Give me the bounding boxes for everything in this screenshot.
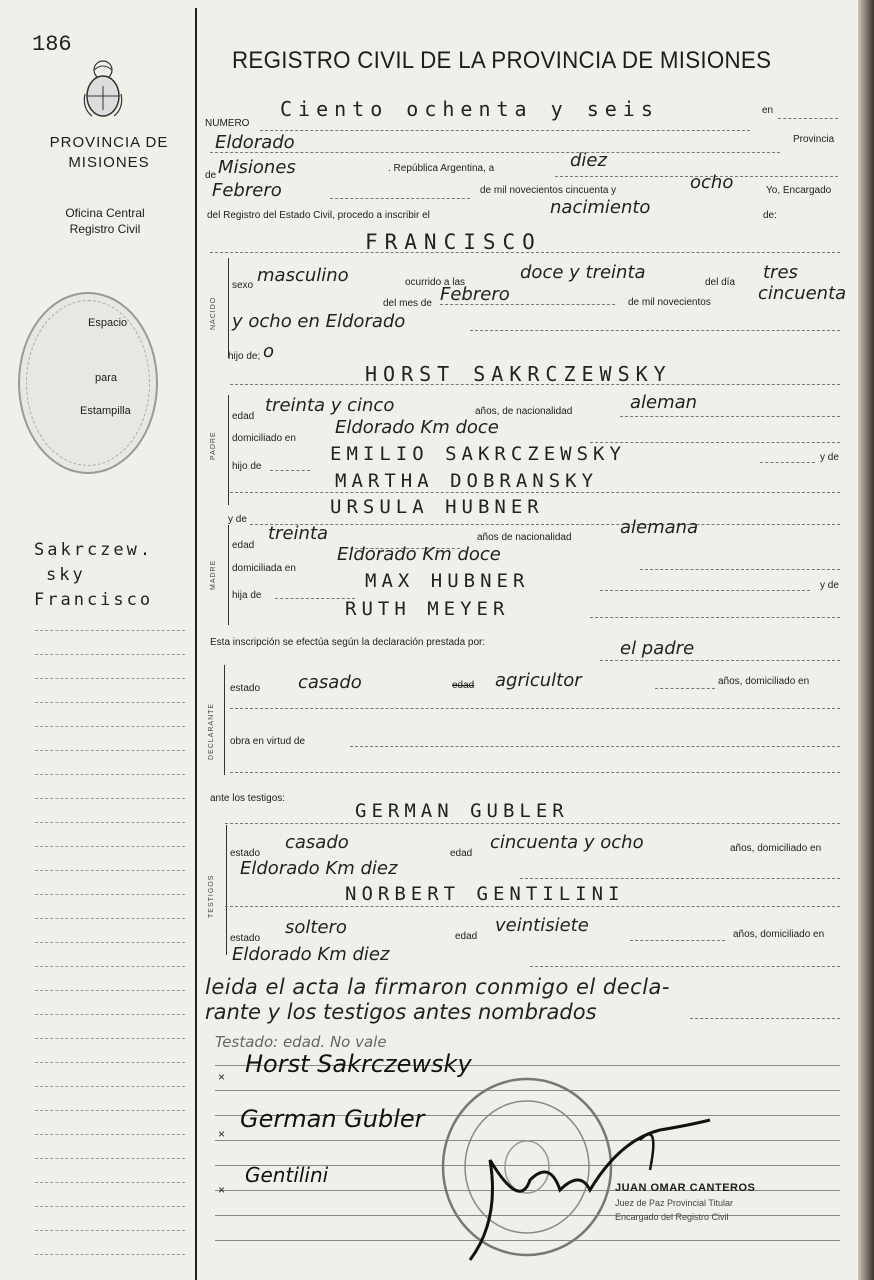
stamp-label-2: para (95, 372, 118, 384)
label-del-dia: del día (705, 277, 736, 288)
closing-line1: leida el acta la firmaron conmigo el decla- (205, 975, 670, 999)
margin-rule-line (35, 1110, 185, 1111)
field-padre-padre: EMILIO SAKRCZEWSKY (330, 443, 626, 465)
label-edad-m: edad (232, 540, 255, 551)
field-lugar-nac: y ocho en Eldorado (232, 311, 406, 332)
page-number: 186 (32, 32, 72, 57)
margin-rule-line (35, 798, 185, 799)
section-testigos: TESTIGOS (208, 874, 215, 918)
margin-rule-line (35, 1182, 185, 1183)
province-title-line1: PROVINCIA DE (49, 134, 169, 151)
field-anio: ocho (690, 172, 734, 193)
margin-note-line3: Francisco (34, 590, 154, 610)
official-title1: Juez de Paz Provincial Titular (615, 1198, 734, 1208)
label-ocurrido: ocurrido a las (405, 277, 466, 288)
label-de-mil2: de mil novecientos (628, 297, 711, 308)
label-hijo-de: hijo de; (228, 351, 261, 362)
field-numero: Ciento ochenta y seis (280, 97, 659, 121)
margin-rule-line (35, 1254, 185, 1255)
field-padre-dom: Eldorado Km doce (335, 417, 499, 438)
field-madre-edad: treinta (268, 523, 329, 544)
field-madre-nac: alemana (620, 517, 699, 538)
field-nombre: FRANCISCO (365, 230, 542, 254)
field-dia: diez (570, 150, 607, 171)
label-estado-t2: estado (230, 933, 261, 944)
signature-1: Horst Sakrczewsky (245, 1050, 472, 1078)
sign-mark-2: × (218, 1127, 226, 1141)
field-t2-edad: veintisiete (495, 915, 589, 936)
label-y-de2: y de (228, 514, 247, 525)
field-t1-estado: casado (285, 832, 349, 853)
stamp-label-1: Espacio (88, 317, 128, 329)
field-sexo: masculino (257, 265, 349, 286)
margin-rule-line (35, 1134, 185, 1135)
label-del-mes: del mes de (383, 298, 432, 309)
margin-divider (195, 8, 197, 1280)
label-republica: . República Argentina, a (388, 163, 495, 174)
label-hijo-de2: hijo de (232, 461, 262, 472)
label-estado-t1: estado (230, 848, 261, 859)
closing-line2: rante y los testigos antes nombrados (205, 1000, 597, 1024)
office-line2: Registro Civil (69, 222, 141, 236)
page-edge (858, 0, 874, 1280)
margin-rule-line (35, 654, 185, 655)
signature-2: German Gubler (240, 1105, 425, 1133)
margin-rule-line (35, 678, 185, 679)
label-edad: edad (232, 411, 255, 422)
section-padre: PADRE (210, 431, 217, 460)
field-hora: doce y treinta (520, 262, 646, 283)
field-decl-estado: casado (298, 672, 362, 693)
margin-rule-line (35, 1230, 185, 1231)
field-padre: HORST SAKRCZEWSKY (365, 362, 672, 386)
field-testigo2: NORBERT GENTILINI (345, 883, 625, 905)
label-edad-t2: edad (455, 931, 478, 942)
margin-rule-line (35, 918, 185, 919)
margin-rule-line (35, 726, 185, 727)
field-decl-agricultor: agricultor (495, 670, 582, 691)
margin-rule-line (35, 1038, 185, 1039)
field-madre-madre: RUTH MEYER (345, 598, 510, 620)
testado-note: Testado: edad. No vale (215, 1033, 387, 1051)
sign-mark-3: × (218, 1183, 226, 1197)
field-lugar: Eldorado (215, 132, 295, 153)
margin-rule-line (35, 822, 185, 823)
field-madre-padre: MAX HUBNER (365, 570, 530, 592)
margin-rule-line (35, 870, 185, 871)
stamp-label-3: Estampilla (80, 405, 131, 417)
label-domiciliada: domiciliada en (232, 563, 296, 574)
province-title-line2: MISIONES (68, 154, 150, 171)
margin-rule-line (35, 1206, 185, 1207)
label-anos-nac-m: años de nacionalidad (477, 532, 572, 543)
label-anos-dom: años, domiciliado en (718, 676, 810, 687)
label-registro: del Registro del Estado Civil, procedo a inscribir el (207, 210, 430, 221)
label-hija-de: hija de (232, 590, 262, 601)
signature-3: Gentilini (245, 1163, 329, 1187)
section-declarante: DECLARANTE (208, 702, 215, 760)
coat-of-arms-icon (80, 60, 126, 122)
field-t2-estado: soltero (285, 917, 347, 938)
label-estado: estado (230, 683, 261, 694)
label-de-colon: de: (763, 210, 777, 221)
label-anos-dom-t2: años, domiciliado en (733, 929, 825, 940)
label-y-de: y de (820, 452, 839, 463)
label-numero: NUMERO (205, 118, 250, 129)
field-dia-nac: tres (763, 262, 798, 283)
margin-rule-line (35, 966, 185, 967)
field-padre-nac: aleman (630, 392, 698, 413)
margin-rule-line (35, 750, 185, 751)
margin-rule-line (35, 702, 185, 703)
margin-rule-line (35, 942, 185, 943)
field-anio-nac: cincuenta (758, 283, 847, 304)
label-de: de (205, 170, 217, 181)
label-en: en (762, 105, 774, 116)
field-mes-nac: Febrero (440, 284, 510, 305)
field-t2-dom: Eldorado Km diez (232, 944, 390, 965)
field-madre-dom: Eldorado Km doce (337, 544, 501, 565)
label-inscripcion: Esta inscripción se efectúa según la declaración prestada por: (210, 637, 486, 648)
label-obra: obra en virtud de (230, 736, 306, 747)
field-t1-edad: cincuenta y ocho (490, 832, 644, 853)
margin-rule-line (35, 894, 185, 895)
margin-rule-line (35, 1014, 185, 1015)
field-decl-edad-struck: edad (452, 680, 475, 691)
label-de-mil: de mil novecientos cincuenta y (480, 185, 617, 196)
field-t1-dom: Eldorado Km diez (240, 858, 398, 879)
label-sexo: sexo (232, 280, 254, 291)
label-y-de3: y de (820, 580, 839, 591)
office-line1: Oficina Central (65, 206, 145, 220)
label-anos-nac: años, de nacionalidad (475, 406, 573, 417)
field-madre: URSULA HUBNER (330, 496, 544, 518)
label-anos-dom-t1: años, domiciliado en (730, 843, 822, 854)
margin-note-line2: sky (46, 565, 86, 585)
field-padre-madre: MARTHA DOBRANSKY (335, 470, 599, 492)
field-padre-edad: treinta y cinco (265, 395, 395, 416)
margin-rule-line (35, 1062, 185, 1063)
label-edad-t1: edad (450, 848, 473, 859)
sign-mark-1: × (218, 1070, 226, 1084)
page-title: REGISTRO CIVIL DE LA PROVINCIA DE MISIONES (232, 47, 772, 74)
margin-rule-line (35, 630, 185, 631)
label-yo-encargado: Yo, Encargado (766, 185, 832, 196)
margin-note-line1: Sakrczew. (34, 540, 154, 560)
margin-rule-line (35, 990, 185, 991)
margin-rule-line (35, 774, 185, 775)
field-declarante: el padre (620, 638, 695, 659)
margin-rule-line (35, 1158, 185, 1159)
field-mes: Febrero (212, 180, 282, 201)
section-madre: MADRE (210, 559, 217, 590)
label-domiciliado: domiciliado en (232, 433, 296, 444)
official-title2: Encargado del Registro Civil (615, 1212, 729, 1222)
field-hijo-num: o (263, 341, 275, 362)
section-nacido: NACIDO (210, 296, 217, 330)
official-name: JUAN OMAR CANTEROS (615, 1182, 756, 1194)
margin-rule-line (35, 846, 185, 847)
field-testigo1: GERMAN GUBLER (355, 800, 569, 822)
field-acto: nacimiento (550, 197, 651, 218)
label-ante: ante los testigos: (210, 793, 286, 804)
margin-rule-line (35, 1086, 185, 1087)
label-provincia: Provincia (793, 134, 835, 145)
field-provincia: Misiones (218, 157, 296, 178)
